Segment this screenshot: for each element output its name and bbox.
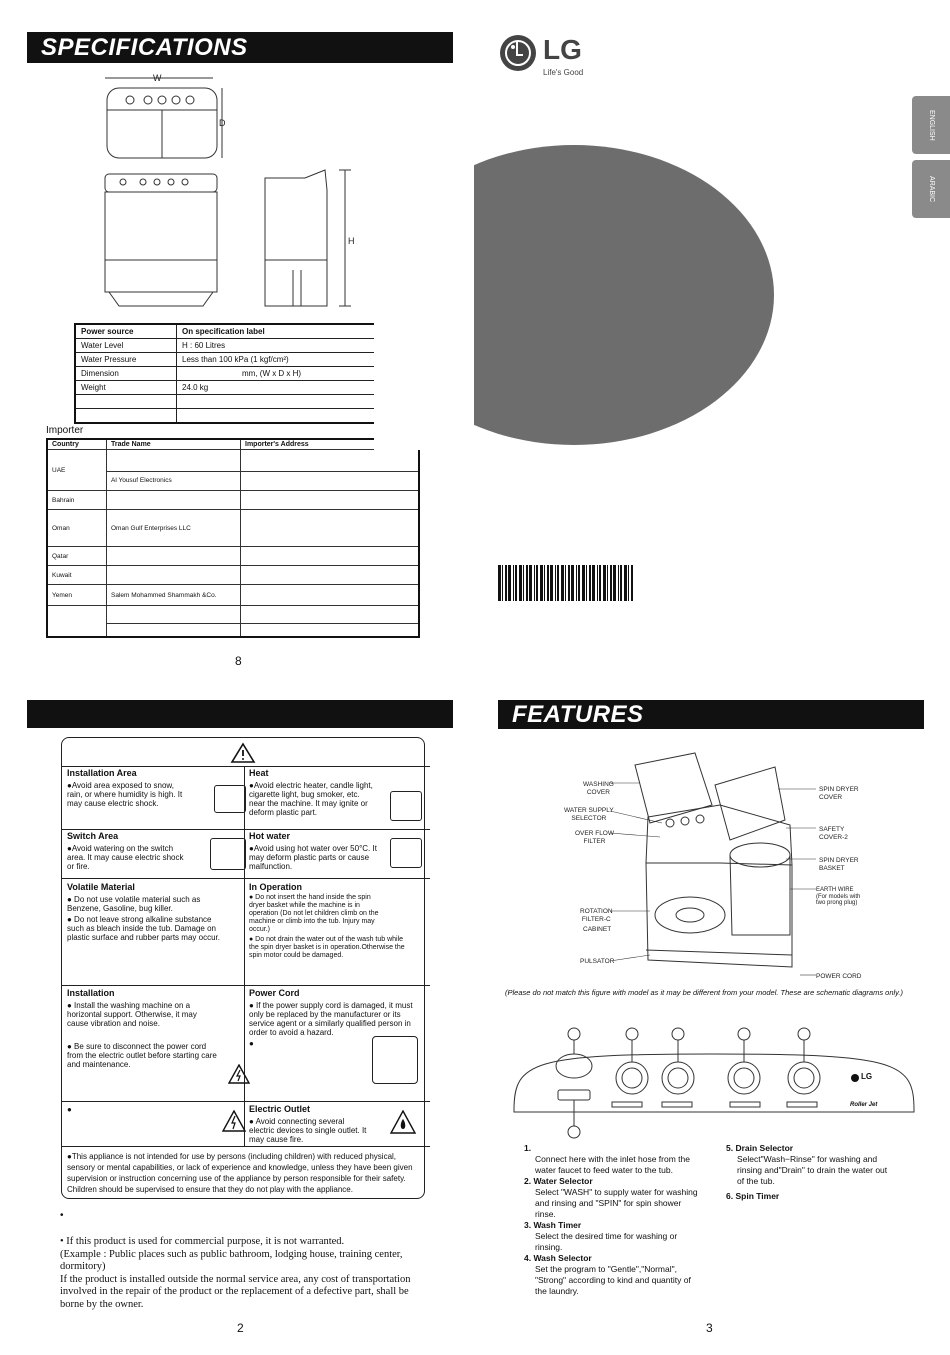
label-spin-basket: SPIN DRYER BASKET [819,857,859,872]
barcode-bar [513,565,514,601]
spec-cell: On specification label [177,324,391,339]
heat-title: Heat [249,768,269,778]
barcode-bar [610,565,612,601]
step-5-num: 5. [726,1143,734,1153]
barcode-bar [515,565,517,601]
importer-address [241,566,420,585]
step-2-text: Select "WASH" to supply water for washing and rinsing and "SPIN" for spin shower rinse. [535,1187,698,1219]
in-operation-text-1: ● Do not insert the hand inside the spin dryer basket while the machine is in operation (Do not let children climb on the machine or climb into the tub. Injury may occur.) [249,894,379,933]
step-4 [524,1253,704,1297]
barcode-bar [561,565,564,601]
cell-installation [62,985,254,1107]
spec-cell: H : 60 Litres [177,339,391,353]
barcode-bar [586,565,587,601]
panel-roller-jet: Roller Jet [850,1102,878,1108]
power-cord-title: Power Cord [249,988,300,998]
heater-icon [390,791,422,821]
spec-cell [177,395,391,409]
importer-country: Oman [47,510,107,547]
dim-w-label: W [153,73,162,83]
spec-cell: Power source [75,324,177,339]
label-pulsator: PULSATOR [580,958,615,965]
importer-trade [107,623,241,637]
power-cord-text-2: ● [249,1039,254,1048]
barcode-bar [526,565,528,601]
features-title: FEATURES [512,701,644,728]
step-6-num: 6. [726,1191,734,1201]
commercial-p3: If the product is installed outside the normal service area, any cost of transportation involved in the repair of the product or the replacement of a defective part, shall be borne by the owner. [60,1273,411,1310]
importer-address [241,450,420,472]
barcode-bar [529,565,532,601]
barcode-bar [597,565,598,601]
step-1-text: Connect here with the inlet hose from the water faucet to feed water to the tub. [535,1154,690,1175]
barcode-bar [536,565,538,601]
barcode-bar [607,565,608,601]
tab-arabic-label: ARABIC [928,175,935,203]
installation-title: Installation [67,988,115,998]
leader-lines [610,775,820,980]
commercial-p2: (Example : Public places such as public bathroom, lodging house, training center, dormitory) [60,1248,403,1272]
importer-trade: Al Yousuf Electronics [107,471,241,490]
step-2-num: 2. [524,1176,532,1186]
step-3 [524,1220,704,1253]
importer-title: Importer [46,425,84,436]
hot-water-text: ●Avoid using hot water over 50°C. It may deform plastic parts or cause malfunction. [249,844,377,871]
barcode-bar [519,565,522,601]
label-cabinet: CABINET [583,926,612,933]
rain-icon [214,785,246,813]
panel-brand: LG [861,1072,873,1081]
step-3-title: Wash Timer [533,1220,582,1230]
spec-cell: Dimension [75,367,177,381]
step-1 [524,1143,704,1176]
importer-header: Trade Name [107,439,241,450]
step-4-num: 4. [524,1253,532,1263]
spec-cell: Water Level [75,339,177,353]
importer-address [241,623,420,637]
cell-children-note [62,1146,430,1201]
barcode-bar [589,565,591,601]
page-number-3: 3 [706,1321,713,1335]
in-operation-text-2: ● Do not drain the water out of the wash tub while the spin dryer basket is in operation.Otherwise the spin motor could be damaged. [249,936,405,959]
barcode-bar [603,565,606,601]
spec-cell: Less than 100 kPa (1 kgf/cm²) [177,353,391,367]
features-note: (Please do not match this figure with model as it may be different from your model. These are schematic diagrams only.) [505,988,903,997]
barcode-bar [565,565,566,601]
volatile-text-2: ● Do not leave strong alkaline substance such as bleach inside the tub. Damage on plastic surface and rubber parts may occur. [67,915,220,942]
cell-hot-water [245,829,430,882]
step-3-num: 3. [524,1220,532,1230]
page-number-2: 2 [237,1321,244,1335]
label-power-cord: POWER CORD [816,973,862,980]
barcode-bar [568,565,570,601]
importer-country: Yemen [47,585,107,606]
importer-country: UAE [47,450,107,491]
importer-header: Country [47,439,107,450]
installation-area-title: Installation Area [67,768,137,778]
cell-installation-area [62,766,254,833]
dim-d-label: D [219,118,226,128]
barcode-bar [498,565,501,601]
importer-address [241,585,420,606]
label-earth-wire: EARTH WIRE (For models with two prong plug) [816,887,861,906]
barcode-bar [578,565,580,601]
importer-country: Kuwait [47,566,107,585]
barcode-bar [628,565,629,601]
importer-trade [107,606,241,624]
barcode-bar [618,565,619,601]
step-6 [726,1191,896,1202]
children-note: ●This appliance is not intended for use by persons (including children) with reduced physical, sensory or mental capabilities, or lack of experience and knowledge, unless they have been given supervision or instruction concerning use of the appliance by person responsible for their safety. Children should be supervised to ensure that they do not play with the appliance. [67,1152,413,1194]
barcode-bar [534,565,535,601]
spec-cell [177,409,391,424]
importer-country [47,606,107,638]
hot-water-icon [390,838,422,868]
label-over-flow: OVER FLOW FILTER [575,830,615,845]
switch-icon [210,838,246,870]
commercial-bullet: • [60,1210,64,1221]
step-2 [524,1176,704,1220]
specifications-banner [27,32,453,63]
switch-area-title: Switch Area [67,831,119,841]
electric-outlet-title: Electric Outlet [249,1104,311,1114]
dimension-drawings [95,70,375,315]
lg-logo-icon [498,33,538,73]
step-3-text: Select the desired time for washing or rinsing. [535,1231,678,1252]
tab-english-label: ENGLISH [928,109,935,141]
barcode-bar [555,565,556,601]
importer-header: Importer's Address [241,439,420,450]
cell-volatile-material [62,878,254,993]
electric-outlet-text: ● Avoid connecting several electric devices to single outlet. It may cause fire. [249,1117,367,1144]
commercial-p1: • If this product is used for commercial purpose, it is not warranted. [60,1236,345,1247]
importer-country: Qatar [47,547,107,566]
spec-cell: Water Pressure [75,353,177,367]
plug-icon [372,1036,418,1084]
spec-table [74,323,391,424]
step-4-title: Wash Selector [533,1253,592,1263]
step-5 [726,1143,896,1187]
tab-english[interactable] [912,96,950,154]
empty-bullet: ● [67,1105,72,1114]
importer-address [241,547,420,566]
power-cord-text-1: ● If the power supply cord is damaged, it must only be replaced by the manufacturer or its service agent or a similarly qualified person in order to avoid a hazard. [249,1001,413,1037]
importer-trade: Salem Mohammed Shammakh &Co. [107,585,241,606]
label-safety-cover: SAFETY COVER-2 [819,826,848,841]
steps-left [524,1143,704,1297]
barcode-bar [550,565,553,601]
importer-address [241,606,420,624]
step-5-title: Drain Selector [735,1143,794,1153]
installation-area-text: ●Avoid area exposed to snow, rain, or where humidity is high. It may cause electric shock. [67,781,183,808]
barcode-bar [557,565,559,601]
step-1-num: 1. [524,1143,532,1153]
step-4-text: Set the program to "Gentle","Normal", "Strong" according to kind and quantity of the laundry. [535,1264,691,1296]
spec-cell: 24.0 kg [177,381,391,395]
barcode-bar [576,565,577,601]
volatile-text-1: ● Do not use volatile material such as Benzene, Gasoline, bug killer. [67,895,201,913]
spec-cell: mm, (W x D x H) [177,367,391,381]
control-panel [512,1022,917,1140]
importer-country: Bahrain [47,491,107,510]
barcode-bar [540,565,543,601]
barcode-bar [613,565,616,601]
cell-in-operation [245,878,430,993]
step-6-title: Spin Timer [735,1191,780,1201]
switch-area-text: ●Avoid watering on the switch area. It may cause electric shock or fire. [67,844,184,871]
features-banner [498,700,924,729]
label-rotation: ROTATION FILTER-C [580,908,613,923]
barcode-bar [502,565,503,601]
barcode-bar [505,565,507,601]
barcode-bar [571,565,574,601]
barcode-bar [544,565,545,601]
brand-name: LG [543,34,582,65]
page-number-8: 8 [235,654,242,668]
label-spin-cover: SPIN DRYER COVER [819,786,859,801]
tab-arabic[interactable] [912,160,950,218]
barcode-bar [620,565,622,601]
spec-cell [75,409,177,424]
step-5-text: Select"Wash−Rinse" for washing and rinsing and"Drain" to drain the water out of the tub. [737,1154,888,1186]
barcode-bar [582,565,585,601]
importer-trade [107,566,241,585]
importer-trade: Oman Gulf Enterprises LLC [107,510,241,547]
label-water-supply: WATER SUPPLY SELECTOR [564,807,614,822]
cell-power-cord [245,985,430,1107]
barcode-bar [508,565,511,601]
steps-right [726,1143,896,1202]
importer-address [241,510,420,547]
cell-electric-outlet [245,1101,430,1152]
electric-warning-icon [222,1110,246,1132]
warning-triangle-icon [230,742,256,764]
importer-trade [107,491,241,510]
installation-text-1: ● Install the washing machine on a horizontal support. Otherwise, it may cause vibration and noise. [67,1001,197,1028]
importer-address [241,471,420,490]
hot-water-title: Hot water [249,831,291,841]
installation-text-2: ● Be sure to disconnect the power cord from the electric outlet before starting care and maintenance. [67,1042,217,1069]
heat-text: ●Avoid electric heater, candle light, cigarette light, bug smoker, etc. near the machine. It may ignite or deform plastic part. [249,781,373,817]
barcode-bar [547,565,549,601]
importer-trade [107,450,241,472]
label-washing-cover: WASHING COVER [583,781,614,796]
safety-banner [27,700,453,728]
barcode-bar [624,565,627,601]
importer-address [241,491,420,510]
cell-switch-area [62,829,254,882]
barcode [498,565,634,603]
commercial-text [60,1236,420,1311]
volatile-title: Volatile Material [67,882,135,892]
cell-heat [245,766,430,833]
brand-tagline: Life's Good [543,68,584,77]
step-2-title: Water Selector [533,1176,593,1186]
fire-warning-icon [390,1110,416,1134]
in-operation-title: In Operation [249,882,303,892]
barcode-bar [599,565,601,601]
spec-cell [75,395,177,409]
spec-cell: Weight [75,381,177,395]
barcode-bar [592,565,595,601]
importer-trade [107,547,241,566]
cover-mask [374,140,474,450]
cell-empty-bullet [62,1101,254,1152]
importer-table [46,438,420,638]
barcode-bar [523,565,524,601]
specifications-title: SPECIFICATIONS [41,34,248,61]
barcode-bar [631,565,633,601]
dim-h-label: H [348,236,355,246]
